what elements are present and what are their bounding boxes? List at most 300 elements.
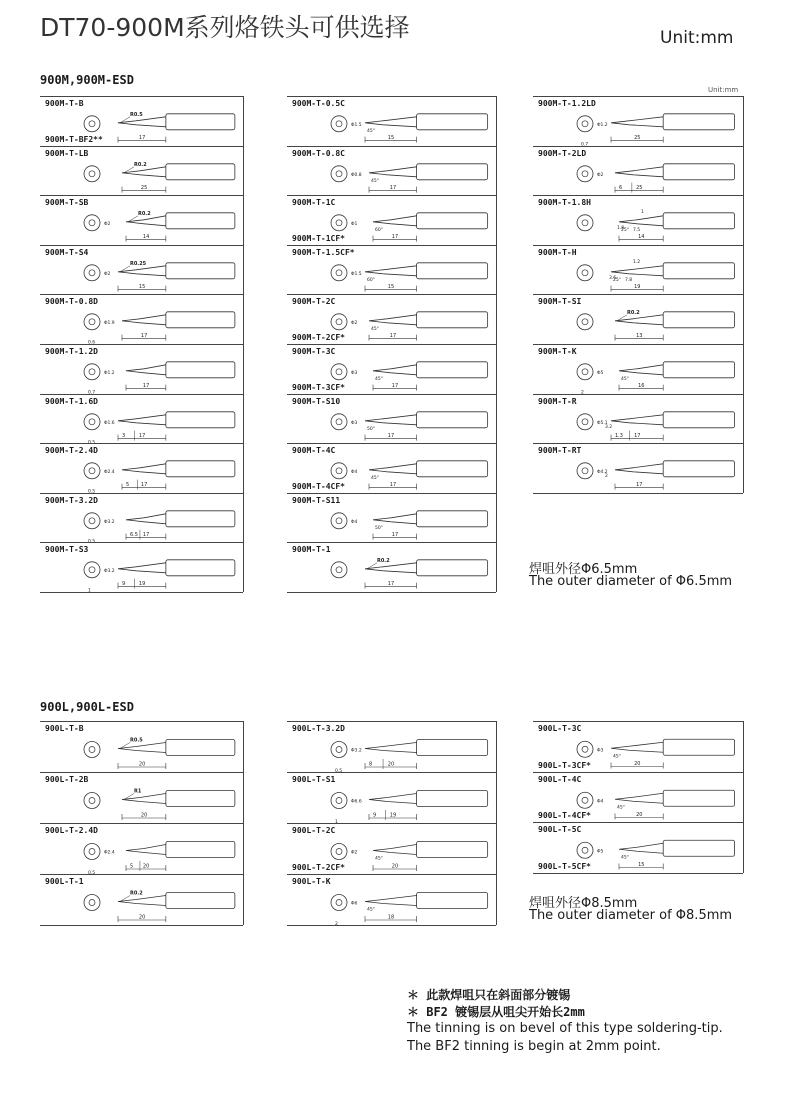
- grid-right-border: [496, 96, 497, 592]
- radius-value: R0.5: [130, 111, 143, 118]
- note-en-2: The BF2 tinning is begin at 2mm point.: [407, 1039, 661, 1054]
- end-view-inner-circle: [89, 369, 95, 375]
- length-value: 14: [638, 234, 645, 241]
- end-view-outer-circle: [331, 165, 347, 181]
- tip-taper: [118, 117, 166, 127]
- tip-drawing: [287, 97, 496, 147]
- tip-drawing: [287, 875, 496, 926]
- tip-model-label: 900M-T-0.8D: [45, 297, 98, 307]
- length-value: 15: [138, 283, 146, 290]
- end-view-inner-circle: [89, 220, 95, 226]
- tip-cell: [533, 96, 743, 146]
- tip-taper: [365, 896, 417, 906]
- end-view-inner-circle: [582, 270, 588, 276]
- end-view-outer-circle: [577, 413, 593, 429]
- diameter-value: Φ4: [597, 798, 604, 804]
- end-view-inner-circle: [582, 121, 588, 127]
- grid-right-border: [743, 721, 744, 873]
- tip-body: [663, 840, 734, 856]
- length-value: 17: [387, 581, 395, 588]
- tip-drawing: [533, 444, 743, 494]
- tip-drawing: [40, 875, 243, 926]
- diameter-value: Φ3: [351, 420, 358, 426]
- tip-model-label: 900L-T-5C: [538, 825, 582, 834]
- diameter-value: Φ2.4: [104, 850, 115, 856]
- tip-body: [663, 739, 734, 755]
- length-value: 20: [138, 761, 146, 768]
- diameter-value: Φ2.4: [104, 469, 115, 475]
- bevel-length-value: 3: [122, 432, 126, 439]
- length-value: 19: [138, 581, 146, 588]
- diameter-value: Φ5.1: [597, 420, 608, 426]
- end-view-outer-circle: [331, 793, 347, 809]
- tip-model-label-variant: 900L-T-4CF*: [538, 811, 591, 820]
- tip-taper: [118, 563, 166, 573]
- tip-model-label: 900M-T-1: [292, 545, 331, 555]
- end-view-inner-circle: [582, 220, 588, 226]
- tip-drawing: [40, 395, 243, 445]
- bevel-length-value: 5: [130, 863, 134, 870]
- angle-value: 45°: [621, 376, 629, 382]
- tip-body: [417, 114, 488, 130]
- tip-drawing: [287, 543, 496, 593]
- end-view-inner-circle: [89, 270, 95, 276]
- tip-taper: [126, 514, 166, 524]
- end-view-inner-circle: [336, 319, 342, 325]
- length-value: 13: [636, 333, 643, 340]
- tip-taper: [615, 315, 663, 325]
- length-value: 17: [634, 432, 641, 439]
- length-value: 20: [391, 863, 399, 870]
- tip-cell: [533, 245, 743, 295]
- end-view-outer-circle: [331, 116, 347, 132]
- tip-cell: [40, 394, 243, 444]
- length-value: 17: [389, 482, 397, 489]
- radius-value: R0.2: [138, 210, 151, 217]
- tip-model-label: 900M-T-SB: [45, 198, 89, 208]
- diameter-value: Φ0.8: [351, 172, 362, 178]
- tip-body: [417, 163, 488, 179]
- width-value: 1: [88, 588, 91, 594]
- grid-bottom-border: [40, 925, 243, 926]
- tip-model-label-variant: 900M-T-4CF*: [292, 481, 345, 491]
- radius-value: R0.2: [627, 310, 640, 317]
- tip-body: [166, 560, 235, 576]
- tip-body: [166, 163, 235, 179]
- end-view-inner-circle: [336, 270, 342, 276]
- length-value: 20: [387, 761, 395, 768]
- tip-taper: [122, 794, 166, 804]
- end-view-inner-circle: [582, 847, 588, 853]
- diameter-value: Φ1.9: [104, 321, 115, 327]
- tip-body: [166, 114, 235, 130]
- tip-model-label: 900M-T-0.8C: [292, 148, 345, 158]
- length-value: 17: [138, 432, 146, 439]
- tip-drawing: [40, 543, 243, 593]
- length-value: 17: [391, 383, 399, 390]
- tip-model-label: 900M-T-RT: [538, 446, 582, 456]
- dimension-c-value: 7.8: [625, 277, 633, 283]
- tip-cell: [40, 344, 243, 394]
- tip-taper: [122, 315, 166, 325]
- tip-cell: [533, 344, 743, 394]
- angle-value: 45°: [375, 376, 383, 382]
- tip-drawing: [287, 246, 496, 296]
- end-view-outer-circle: [577, 463, 593, 479]
- end-view-outer-circle: [84, 215, 100, 231]
- tip-body: [166, 213, 235, 229]
- grid-right-border: [743, 96, 744, 493]
- tip-model-label: 900L-T-2C: [292, 826, 336, 835]
- grid-bottom-border: [533, 493, 743, 494]
- length-value: 14: [142, 234, 150, 241]
- end-view-inner-circle: [89, 518, 95, 524]
- outer-diameter-cn-900l: 焊咀外径Φ8.5mm: [529, 896, 638, 911]
- tip-model-label-variant: 900M-T-3CF*: [292, 382, 345, 392]
- angle-value: 25°: [613, 277, 621, 283]
- tip-cell: [287, 542, 496, 592]
- end-view-inner-circle: [89, 170, 95, 176]
- tip-cell: [533, 822, 743, 873]
- length-value: 19: [634, 283, 641, 290]
- tip-model-label: 900M-T-1.2D: [45, 347, 98, 356]
- tip-body: [417, 461, 488, 477]
- tip-cell: [40, 245, 243, 295]
- tip-body: [663, 411, 734, 427]
- note-cn-2: ＊ BF2 镀锡层从咀尖开始长2mm: [407, 1005, 585, 1019]
- end-view-outer-circle: [331, 314, 347, 330]
- tip-model-label-variant: 900M-T-2CF*: [292, 332, 345, 342]
- tip-model-label: 900M-T-S4: [45, 247, 89, 257]
- diameter-value: Φ3: [351, 370, 358, 376]
- tip-model-label: 900M-T-2.4D: [45, 446, 98, 456]
- diameter-value: Φ4: [351, 469, 358, 475]
- length-value: 15: [387, 283, 395, 290]
- radius-value: R0.2: [377, 558, 390, 565]
- tip-cell: [287, 443, 496, 493]
- angle-value: 45°: [371, 327, 379, 333]
- tip-drawing: [533, 147, 743, 197]
- end-view-outer-circle: [577, 265, 593, 281]
- tip-taper: [365, 414, 417, 424]
- bevel-length-value: 6.5: [130, 531, 138, 538]
- tip-taper: [118, 414, 166, 424]
- tip-cell: [287, 874, 496, 925]
- tip-model-label: 900M-T-3C: [292, 347, 336, 356]
- tip-drawing: [533, 97, 743, 147]
- tip-taper: [118, 266, 166, 276]
- end-view-outer-circle: [577, 314, 593, 330]
- tip-body: [417, 740, 488, 756]
- tip-drawing: [533, 395, 743, 445]
- tip-body: [663, 312, 734, 328]
- tip-taper: [126, 845, 166, 855]
- diameter-value: Φ6.6: [351, 799, 362, 805]
- tip-model-label-variant: 900L-T-3CF*: [538, 760, 591, 770]
- tip-cell: [533, 443, 743, 493]
- tip-body: [417, 312, 488, 328]
- length-value: 20: [142, 863, 150, 870]
- diameter-value: Φ1.6: [104, 420, 115, 426]
- end-view-inner-circle: [89, 849, 95, 855]
- tip-cell: [40, 294, 243, 344]
- grid-right-border: [243, 96, 244, 592]
- tip-body: [417, 263, 488, 279]
- tip-drawing: [40, 246, 243, 296]
- section-900m-title: 900M,900M-ESD: [40, 73, 134, 87]
- tip-cell: [40, 96, 243, 146]
- tip-drawing: [287, 147, 496, 197]
- end-view-inner-circle: [336, 468, 342, 474]
- tip-cell: [40, 874, 243, 925]
- diameter-value: Φ1.2: [104, 370, 115, 376]
- tip-model-label: 900L-T-2B: [45, 775, 89, 784]
- tip-model-label: 900L-T-3.2D: [292, 724, 345, 733]
- end-view-inner-circle: [336, 170, 342, 176]
- end-view-inner-circle: [336, 849, 342, 855]
- tip-model-label: 900M-T-1.8H: [538, 198, 591, 208]
- end-view-inner-circle: [582, 418, 588, 424]
- tip-drawing: [287, 395, 496, 445]
- end-view-outer-circle: [577, 116, 593, 132]
- bevel-length-value: 1.3: [615, 432, 623, 439]
- radius-value: R0.25: [130, 260, 147, 267]
- tip-drawing: [287, 345, 496, 395]
- tip-drawing: [287, 196, 496, 246]
- end-view-inner-circle: [336, 798, 342, 804]
- tip-body: [417, 791, 488, 807]
- tip-drawing: [40, 722, 243, 773]
- tip-cell: [287, 245, 496, 295]
- tip-taper: [369, 315, 417, 325]
- length-value: 17: [391, 234, 399, 241]
- tip-taper: [373, 514, 417, 524]
- tip-cell: [40, 493, 243, 543]
- tip-taper: [373, 845, 417, 855]
- tip-model-label: 900M-T-4C: [292, 446, 336, 456]
- tip-model-label: 900M-T-1.2LD: [538, 99, 596, 108]
- tip-taper: [122, 464, 166, 474]
- width-value: 2: [335, 922, 338, 927]
- tip-cell: [287, 493, 496, 543]
- grid-bottom-border: [287, 925, 496, 926]
- diameter-value: Φ3: [597, 748, 604, 754]
- tip-taper: [365, 743, 417, 753]
- end-view-outer-circle: [577, 842, 593, 858]
- end-view-inner-circle: [582, 468, 588, 474]
- tip-body: [166, 312, 235, 328]
- dimension-a-value: 1.2: [633, 259, 641, 265]
- end-view-outer-circle: [84, 165, 100, 181]
- end-view-inner-circle: [582, 746, 588, 752]
- tip-drawing: [287, 494, 496, 544]
- angle-value: 45°: [367, 128, 375, 134]
- end-view-inner-circle: [89, 121, 95, 127]
- width-value: 0.5: [335, 769, 343, 774]
- tip-cell: [40, 443, 243, 493]
- tip-drawing: [40, 147, 243, 197]
- width-value: 0.7: [581, 142, 589, 148]
- angle-value: 45°: [613, 754, 621, 760]
- end-view-outer-circle: [331, 265, 347, 281]
- diameter-value: Φ1.5: [351, 122, 362, 128]
- end-view-outer-circle: [84, 513, 100, 529]
- end-view-inner-circle: [89, 468, 95, 474]
- tip-body: [663, 362, 734, 378]
- end-view-inner-circle: [582, 319, 588, 325]
- length-value: 25: [634, 135, 641, 142]
- tip-drawing: [287, 722, 496, 773]
- grid-right-border: [243, 721, 244, 925]
- height-value: 3.2: [605, 424, 613, 430]
- diameter-value: Φ2: [104, 271, 111, 277]
- tip-drawing: [40, 444, 243, 494]
- tip-model-label-variant: 900L-T-2CF*: [292, 863, 345, 872]
- unit-label: Unit:mm: [660, 28, 734, 48]
- tip-model-label: 900L-T-S1: [292, 775, 336, 784]
- length-value: 17: [138, 135, 146, 142]
- angle-value: 25°: [621, 227, 629, 233]
- tip-cell: [40, 542, 243, 592]
- tip-cell: [287, 823, 496, 874]
- length-value: 16: [638, 383, 645, 390]
- tip-taper: [373, 365, 417, 375]
- tip-drawing: [287, 295, 496, 345]
- end-view-outer-circle: [331, 562, 347, 578]
- end-view-inner-circle: [336, 369, 342, 375]
- diameter-value: Φ5: [597, 370, 604, 376]
- length-value: 17: [142, 383, 150, 390]
- tip-drawing: [40, 295, 243, 345]
- end-view-outer-circle: [577, 215, 593, 231]
- tip-model-label: 900L-T-4C: [538, 774, 582, 784]
- tip-cell: [287, 772, 496, 823]
- length-value: 15: [387, 135, 395, 142]
- angle-value: 45°: [367, 907, 375, 913]
- length-value: 19: [389, 812, 397, 819]
- end-view-inner-circle: [582, 797, 588, 803]
- tip-body: [166, 511, 235, 527]
- tip-body: [166, 411, 235, 427]
- angle-value: 60°: [367, 277, 375, 283]
- tip-body: [166, 893, 235, 909]
- tip-cell: [533, 772, 743, 823]
- tip-model-label: 900L-T-1: [45, 877, 84, 886]
- length-value: 20: [634, 761, 641, 767]
- height-value: 2: [605, 473, 608, 479]
- tip-taper: [118, 896, 166, 906]
- tip-taper: [619, 843, 663, 853]
- end-view-outer-circle: [84, 463, 100, 479]
- tip-model-label: 900M-T-0.5C: [292, 99, 345, 108]
- tip-cell: [287, 195, 496, 245]
- tip-body: [417, 560, 488, 576]
- tip-cell: [287, 721, 496, 772]
- tip-model-label-variant: 900M-T-1CF*: [292, 233, 345, 243]
- width-value: 1: [335, 820, 338, 825]
- tip-model-label: 900M-T-2LD: [538, 148, 587, 158]
- tip-taper: [369, 166, 417, 176]
- tip-cell: [287, 344, 496, 394]
- end-view-inner-circle: [89, 747, 95, 753]
- tip-model-label: 900M-T-1.6D: [45, 396, 98, 406]
- tip-taper: [122, 166, 166, 176]
- tip-model-label: 900M-T-1.5CF*: [292, 247, 355, 257]
- dimension-a-value: 1: [640, 209, 644, 215]
- tip-cell: [287, 96, 496, 146]
- length-value: 20: [140, 812, 148, 819]
- width-value: 0.5: [88, 440, 96, 446]
- tip-drawing: [40, 773, 243, 824]
- note-en-1: The tinning is on bevel of this type soldering-tip.: [407, 1021, 723, 1036]
- tip-drawing: [40, 345, 243, 395]
- angle-value: 45°: [371, 178, 379, 184]
- tip-taper: [118, 743, 166, 753]
- tip-cell: [40, 823, 243, 874]
- end-view-inner-circle: [89, 418, 95, 424]
- tip-drawing: [533, 722, 743, 773]
- end-view-inner-circle: [89, 567, 95, 573]
- bevel-length-value: 8: [369, 761, 373, 768]
- end-view-inner-circle: [89, 319, 95, 325]
- diameter-value: Φ3.2: [104, 569, 115, 575]
- length-value: 20: [138, 914, 146, 921]
- section-900l-title: 900L,900L-ESD: [40, 700, 134, 714]
- radius-value: R0.2: [134, 161, 147, 168]
- diameter-value: Φ4.2: [597, 469, 608, 475]
- width-value: 2: [581, 390, 584, 396]
- width-value: 0.5: [88, 871, 96, 876]
- bevel-length-value: 9: [373, 812, 377, 819]
- tip-taper: [365, 266, 417, 276]
- dimension-c-value: 7.5: [633, 227, 641, 233]
- length-value: 17: [140, 482, 148, 489]
- end-view-outer-circle: [84, 562, 100, 578]
- diameter-value: Φ2: [104, 221, 111, 227]
- length-value: 17: [389, 333, 397, 340]
- tip-drawing: [287, 824, 496, 875]
- tip-taper: [615, 166, 663, 176]
- tip-drawing: [40, 97, 243, 147]
- length-value: 25: [140, 184, 148, 191]
- tip-model-label: 900L-T-3C: [538, 724, 582, 733]
- end-view-outer-circle: [84, 364, 100, 380]
- tip-body: [166, 362, 235, 378]
- tip-cell: [40, 146, 243, 196]
- tip-drawing: [40, 824, 243, 875]
- end-view-outer-circle: [331, 844, 347, 860]
- end-view-outer-circle: [84, 793, 100, 809]
- end-view-outer-circle: [577, 364, 593, 380]
- tip-taper: [611, 266, 663, 276]
- width-value: 0.5: [88, 489, 96, 495]
- tip-drawing: [533, 823, 743, 874]
- tip-cell: [40, 721, 243, 772]
- angle-value: 50°: [367, 426, 375, 432]
- tip-taper: [369, 794, 417, 804]
- tip-taper: [611, 414, 663, 424]
- tip-model-label: 900M-T-SI: [538, 297, 582, 307]
- tip-model-label: 900M-T-R: [538, 396, 577, 406]
- tip-taper: [619, 216, 663, 226]
- length-value: 17: [142, 531, 150, 538]
- grid-right-border: [496, 721, 497, 925]
- tip-model-label: 900M-T-LB: [45, 148, 89, 158]
- length-value: 20: [636, 811, 643, 818]
- dimension-b-value: 1.8: [617, 225, 625, 231]
- angle-value: 45°: [375, 856, 383, 862]
- end-view-outer-circle: [331, 463, 347, 479]
